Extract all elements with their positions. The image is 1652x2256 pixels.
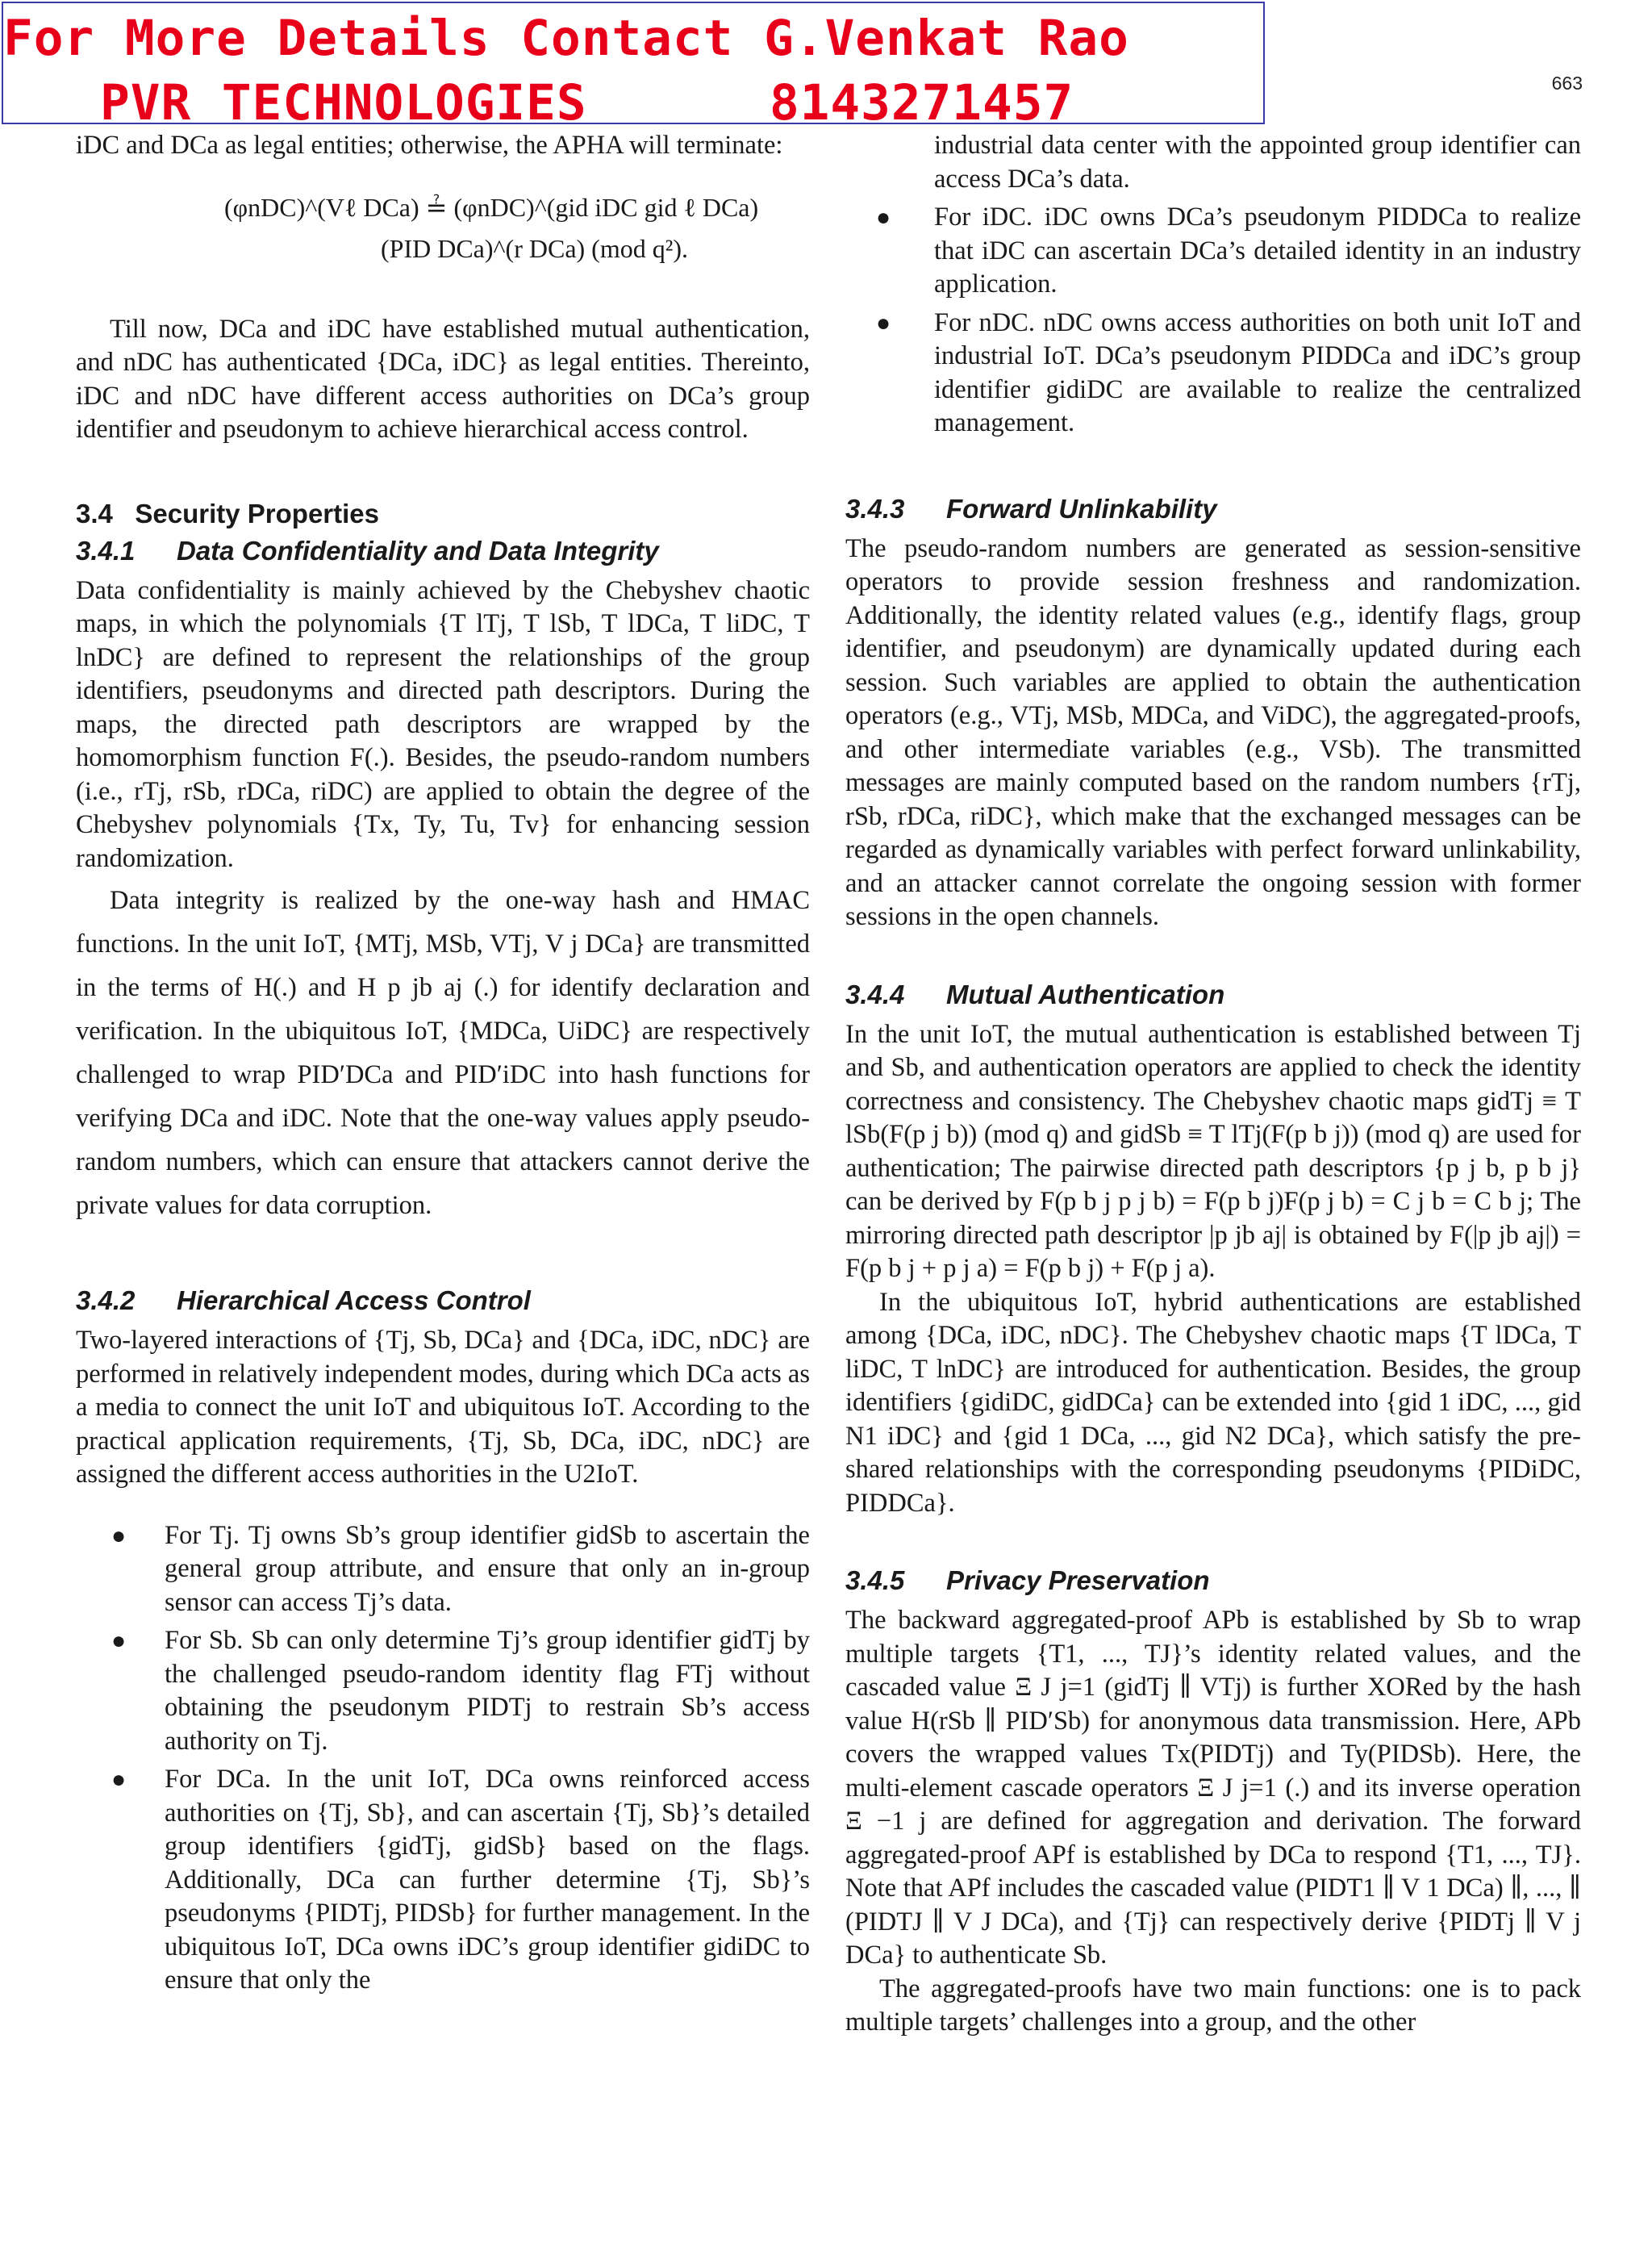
subsection-number: 3.4.3	[845, 493, 905, 524]
left-column	[76, 129, 810, 1998]
subsection-number: 3.4.2	[76, 1285, 136, 1315]
equation-line-1: (φnDC)^(Vℓ DCa) ≟ (φnDC)^(gid iDC gid ℓ DCa)	[224, 192, 759, 222]
list-item-text: For Sb. Sb can only determine Tj’s group identifier gidTj by the challenged pseudo-random identity flag FTj without obtaining the pseudonym PIDTj to restrain Sb’s access authority on Tj.	[165, 1626, 810, 1756]
subsection-number: 3.4.4	[845, 979, 905, 1009]
subsection-title: Privacy Preservation	[946, 1565, 1210, 1595]
intro-paragraph: iDC and DCa as legal entities; otherwise, the APHA will terminate:	[76, 131, 783, 160]
section-heading	[76, 499, 810, 529]
subsection-heading-3-4-5	[845, 1565, 1581, 1596]
access-authority-list-continued	[845, 129, 1581, 441]
bullet-icon: ●	[111, 1766, 127, 1793]
contact-banner	[2, 2, 1265, 132]
list-item	[845, 307, 1581, 441]
mutual-auth-paragraph: Till now, DCa and iDC have established mutual authentication, and nDC has authenticated {DCa, iDC} as legal entities. Thereinto, iDC and nDC have different access authorities on DCa’s group identifier and pseudonym to achieve hierarchical access control.	[76, 314, 810, 444]
access-control-paragraph: Two-layered interactions of {Tj, Sb, DCa} and {DCa, iDC, nDC} are performed in relatively independent modes, during which DCa acts as a media to connect the unit IoT and ubiquitous IoT. According to the practical application requirements, {Tj, Sb, DCa, iDC, nDC} are assigned the different access authorities in the U2IoT.	[76, 1326, 810, 1489]
subsection-title: Hierarchical Access Control	[177, 1285, 531, 1315]
integrity-paragraph: Data integrity is realized by the one-way hash and HMAC functions. In the unit IoT, {MTj, MSb, VTj, V j DCa} are transmitted in the terms of H(.) and H p jb aj (.) for identify declaration and verification. In the ubiquitous IoT, {MDCa, UiDC} are respectively challenged to wrap PID′DCa and PID′iDC into hash functions for verifying DCa and iDC. Note that the one-way values apply pseudo-random numbers, which can ensure that attackers cannot derive the private values for data corruption.	[76, 886, 810, 1220]
list-item	[76, 1624, 810, 1758]
mutual-auth-ubiquitous-paragraph: In the ubiquitous IoT, hybrid authentications are established among {DCa, iDC, nDC}. The Chebyshev chaotic maps {T lDCa, T liDC, T lnDC} are introduced for authentication. Besides, the group identifiers {gidiDC, gidDCa} can be extended into {gid 1 iDC, ..., gid N1 iDC} and {gid 1 DCa, ..., gid N2 DCa}, which satisfy the pre-shared relationships with the corresponding pseudonyms {PIDiDC, PIDDCa}.	[845, 1287, 1581, 1518]
mutual-auth-unit-iot-paragraph: In the unit IoT, the mutual authentication is established between Tj and Sb, and authentication operators are applied to check the identity correctness and consistency. The Chebyshev chaotic maps gidTj ≡ T lSb(F(p j b)) (mod q) and gidSb ≡ T lTj(F(p b j)) (mod q) are used for authentication; The pairwise directed path descriptors {p j b, p b j} can be derived by F(p b j p j b) = F(p b j)F(p j b) = C j b = C b j; The mirroring directed path descriptor |p jb aj| is obtained by F(|p jb aj|) = F(p b j + p j a) = F(p b j) + F(p j a).	[845, 1019, 1581, 1283]
subsection-heading-3-4-2	[76, 1285, 810, 1316]
list-item	[845, 201, 1581, 302]
list-item-text: For Tj. Tj owns Sb’s group identifier gidSb to ascertain the general group attribute, and ensure that only an in-group sensor can access Tj’s data.	[165, 1520, 810, 1617]
list-item-text: For nDC. nDC owns access authorities on both unit IoT and industrial IoT. DCa’s pseudonym PIDDCa and iDC’s group identifier gidiDC are available to realize the centralized management.	[934, 307, 1581, 437]
bullet-icon: ●	[111, 1522, 127, 1549]
list-item-continuation	[845, 129, 1581, 196]
access-authority-list	[76, 1519, 810, 1998]
page-number: 663	[1551, 73, 1583, 94]
bullet-icon: ●	[876, 309, 891, 336]
subsection-number: 3.4.5	[845, 1565, 905, 1595]
subsection-heading-3-4-3	[845, 494, 1581, 524]
bullet-icon: ●	[111, 1627, 127, 1654]
list-item	[76, 1763, 810, 1998]
section-number: 3.4	[76, 498, 113, 528]
right-column	[845, 129, 1581, 2040]
equation-line-2: (PID DCa)^(r DCa) (mod q²).	[381, 233, 688, 263]
privacy-paragraph: The backward aggregated-proof APb is established by Sb to wrap multiple targets {T1, ..., TJ}’s identity related values, and the cascaded value Ξ J j=1 (gidTj ∥ VTj) is further XORed by the hash value H(rSb ∥ PID′Sb) for anonymous data transmission. Here, APb covers the wrapped values Tx(PIDTj) and Ty(PIDSb). Here, the multi-element cascade operators Ξ J j=1 (.) and its inverse operation Ξ −1 j are defined for aggregation and derivation. The forward aggregated-proof APf is established by DCa to respond {T1, ..., TJ}. Note that APf includes the cascaded value (PIDT1 ∥ V 1 DCa) ∥, ..., ∥ (PIDTJ ∥ V J DCa), and {Tj} can respectively derive {PIDTj ∥ V j DCa} to authenticate Sb.	[845, 1606, 1581, 1970]
unlinkability-paragraph: The pseudo-random numbers are generated as session-sensitive operators to provide session freshness and randomization. Additionally, the identity related values (e.g., identify flags, group identifier, and pseudonym) are dynamically updated during each session. Such variables are applied to obtain the authentication operators (e.g., VTj, MSb, MDCa, and ViDC), the aggregated-proofs, and other intermediate variables (e.g., VSb). The transmitted messages are mainly computed based on the random numbers {rTj, rSb, rDCa, riDC}, which make that the exchanged messages can be regarded as dynamically variables with perfect forward unlinkability, and an attacker cannot correlate the ongoing session with former sessions in the open channels.	[845, 533, 1581, 931]
subsection-title: Forward Unlinkability	[946, 493, 1217, 524]
subsection-title: Data Confidentiality and Data Integrity	[177, 535, 659, 566]
section-title: Security Properties	[135, 498, 380, 528]
aggregated-proofs-paragraph: The aggregated-proofs have two main functions: one is to pack multiple targets’ challenges into a group, and the other	[845, 1974, 1581, 2037]
banner-line-1: For More Details Contact G.Venkat Rao	[3, 10, 1129, 67]
subsection-heading-3-4-4	[845, 980, 1581, 1010]
confidentiality-paragraph: Data confidentiality is mainly achieved by the Chebyshev chaotic maps, in which the polynomials {T lTj, T lSb, T lDCa, T liDC, T lnDC} are defined to represent the relationships of the group identifiers, pseudonyms and directed path descriptors. During the maps, the directed path descriptors are wrapped by the homomorphism function F(.). Besides, the pseudo-random numbers (i.e., rTj, rSb, rDCa, riDC) are applied to obtain the degree of the Chebyshev polynomials {Tx, Ty, Tu, Tv} for enhancing session randomization.	[76, 575, 810, 873]
subsection-heading-3-4-1	[76, 536, 810, 566]
list-item	[76, 1519, 810, 1620]
subsection-title: Mutual Authentication	[946, 979, 1225, 1009]
list-item-text: For iDC. iDC owns DCa’s pseudonym PIDDCa to realize that iDC can ascertain DCa’s detailed identity in an industry application.	[934, 203, 1581, 299]
subsection-number: 3.4.1	[76, 535, 136, 566]
bullet-icon: ●	[876, 204, 891, 231]
list-item-text: For DCa. In the unit IoT, DCa owns reinforced access authorities on {Tj, Sb}, and can ascertain {Tj, Sb}’s detailed group identifiers {gidTj, gidSb} based on the flags. Additionally, DCa can further determine {Tj, Sb}’s pseudonyms {PIDTj, PIDSb} for further management. In the ubiquitous IoT, DCa owns iDC’s group identifier gidiDC to ensure that only the	[165, 1765, 810, 1995]
verification-equation	[76, 163, 810, 284]
list-item-text: industrial data center with the appointed group identifier can access DCa’s data.	[934, 131, 1581, 194]
banner-line-2: PVR TECHNOLOGIES 8143271457	[100, 74, 1074, 132]
